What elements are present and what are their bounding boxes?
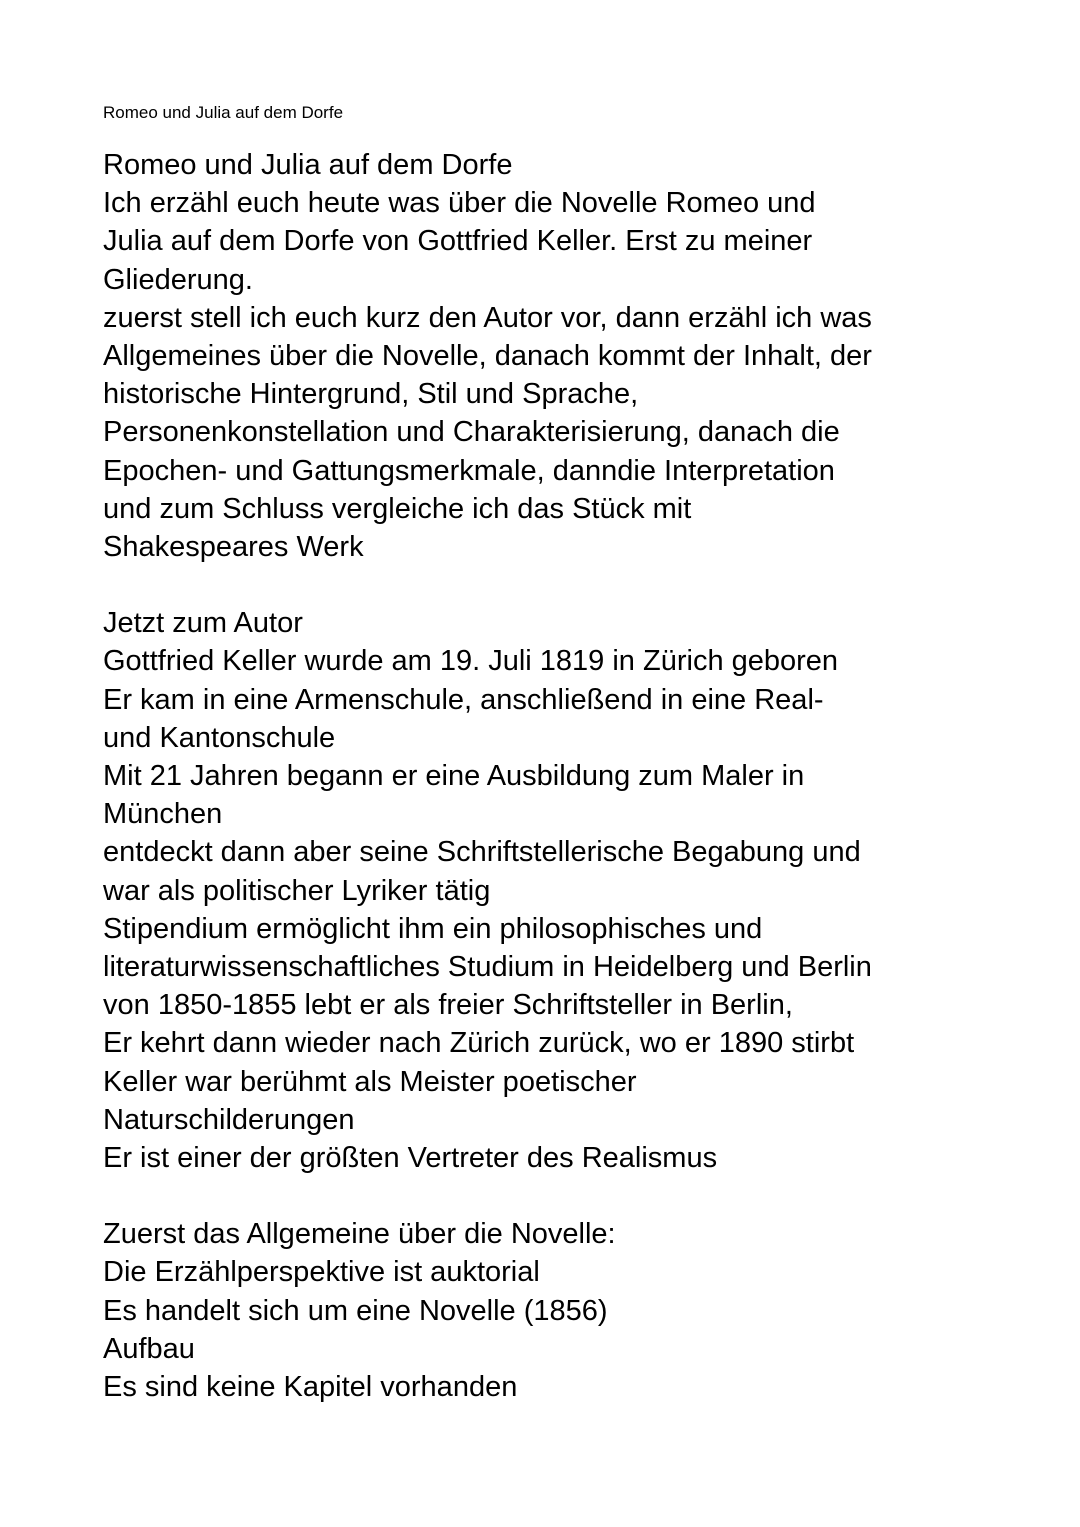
text-line: Epochen- und Gattungsmerkmale, danndie Interpretation — [103, 454, 835, 487]
text-line: Zuerst das Allgemeine über die Novelle: — [103, 1218, 616, 1251]
text-line: literaturwissenschaftliches Studium in Heidelberg und Berlin — [103, 950, 872, 983]
text-line: Naturschilderungen — [103, 1103, 355, 1136]
text-line: Mit 21 Jahren begann er eine Ausbildung zum Maler in — [103, 760, 805, 792]
blank-line — [103, 566, 872, 604]
text-line: Es sind keine Kapitel vorhanden — [103, 1371, 518, 1403]
text-line: Er ist einer der größten Vertreter des Realismus — [103, 1141, 718, 1174]
page-header: Romeo und Julia auf dem Dorfe — [103, 103, 344, 122]
text-line: Aufbau — [103, 1332, 195, 1365]
text-line: Shakespeares Werk — [103, 530, 364, 563]
document-title: Romeo und Julia auf dem Dorfe — [103, 149, 513, 181]
text-line: Personenkonstellation und Charakterisierung, danach die — [103, 416, 840, 449]
text-line: Er kam in eine Armenschule, anschließend in eine Real- — [103, 683, 824, 716]
text-line: Gottfried Keller wurde am 19. Juli 1819 in Zürich geboren — [103, 645, 839, 678]
text-line: Die Erzählperspektive ist auktorial — [103, 1256, 540, 1289]
text-line: und zum Schluss vergleiche ich das Stück mit — [103, 492, 692, 525]
text-line: München — [103, 798, 223, 831]
text-line: Allgemeines über die Novelle, danach kommt der Inhalt, der — [103, 339, 872, 372]
document-body — [103, 146, 872, 1406]
text-line: entdeckt dann aber seine Schriftstellerische Begabung und — [103, 836, 861, 869]
text-line: Julia auf dem Dorfe von Gottfried Keller. Erst zu meiner — [103, 225, 813, 258]
text-line: historische Hintergrund, Stil und Sprache, — [103, 378, 639, 411]
text-line: zuerst stell ich euch kurz den Autor vor, dann erzähl ich was — [103, 301, 872, 334]
text-line: war als politischer Lyriker tätig — [103, 874, 491, 907]
text-line: Keller war berühmt als Meister poetischer — [103, 1065, 637, 1098]
blank-line — [103, 1177, 872, 1215]
text-line: Gliederung. — [103, 263, 253, 296]
text-line: und Kantonschule — [103, 721, 336, 754]
text-line: Jetzt zum Autor — [103, 607, 303, 640]
text-line: Ich erzähl euch heute was über die Novelle Romeo und — [103, 187, 816, 220]
text-line: Es handelt sich um eine Novelle (1856) — [103, 1294, 608, 1327]
text-line: von 1850-1855 lebt er als freier Schriftsteller in Berlin, — [103, 989, 793, 1022]
text-line: Er kehrt dann wieder nach Zürich zurück, wo er 1890 stirbt — [103, 1027, 855, 1060]
text-line: Stipendium ermöglicht ihm ein philosophisches und — [103, 912, 763, 945]
